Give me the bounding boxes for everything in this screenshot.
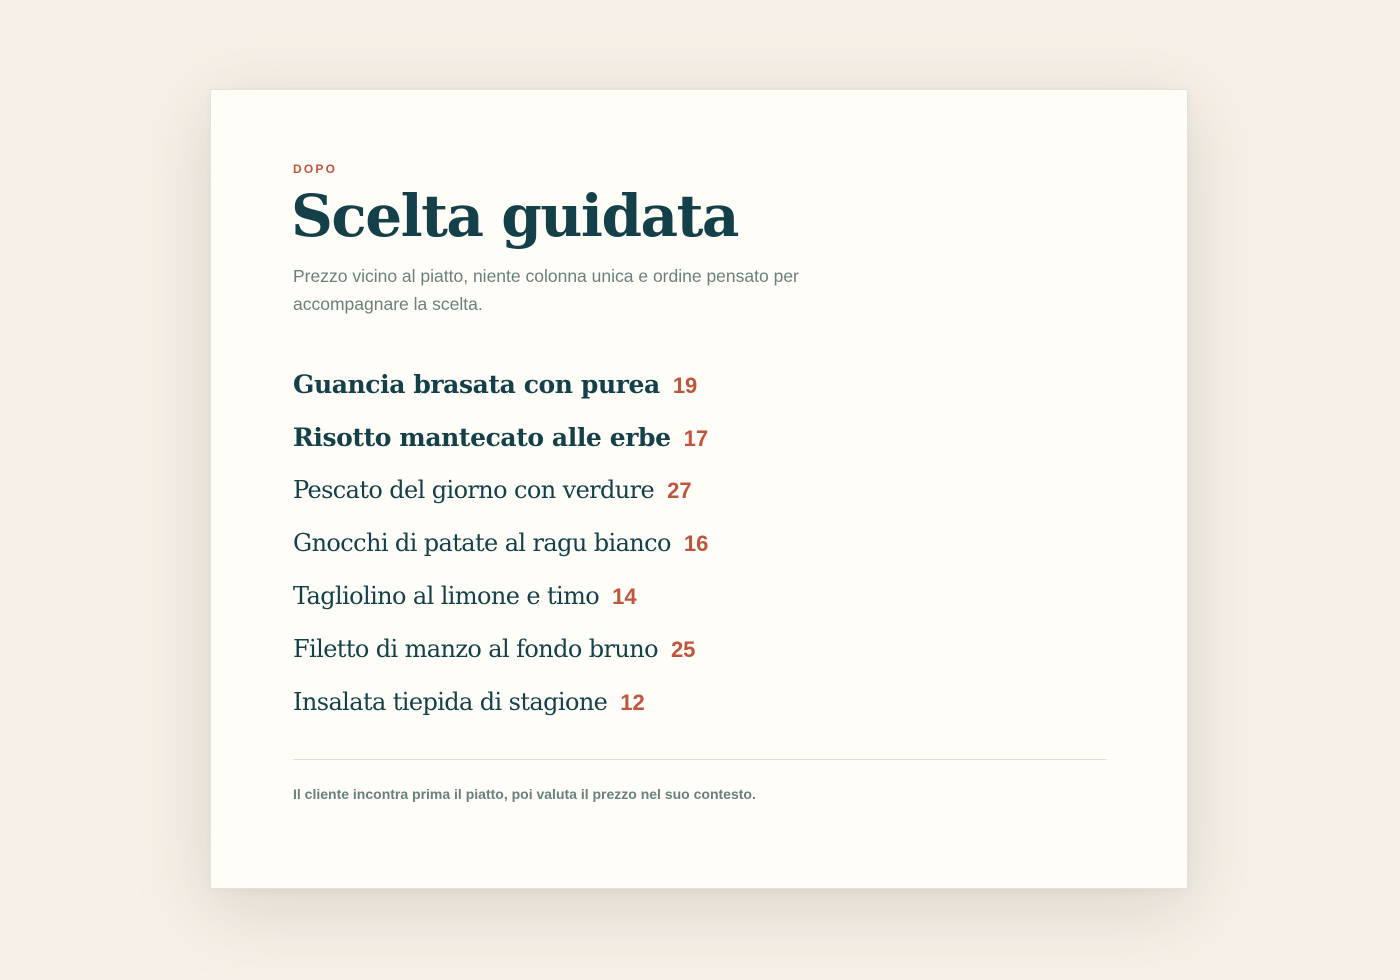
dish-price: 25: [670, 637, 696, 662]
dish-name: Tagliolino al limone e timo: [293, 582, 600, 610]
dish-name: Filetto di manzo al fondo bruno: [293, 635, 658, 663]
footnote: Il cliente incontra prima il piatto, poi valuta il prezzo nel suo contesto.: [293, 786, 756, 802]
dish-price: 14: [612, 584, 637, 609]
menu-item: [293, 358, 708, 411]
eyebrow-label: DOPO: [293, 162, 338, 176]
dish-name: Guancia brasata con purea: [293, 370, 660, 399]
dish-price: 19: [672, 373, 698, 398]
menu-item: [293, 676, 708, 729]
dish-price: 27: [667, 478, 692, 503]
dish-name: Pescato del giorno con verdure: [293, 476, 655, 504]
divider: [293, 759, 1107, 760]
dish-price: 17: [683, 426, 709, 451]
menu-item: [293, 517, 708, 570]
dish-price: 16: [683, 531, 709, 556]
menu-item: [293, 411, 708, 464]
menu-item: [293, 623, 708, 676]
dish-name: Insalata tiepida di stagione: [293, 688, 608, 716]
page-title: Scelta guidata: [291, 182, 738, 250]
dish-name: Gnocchi di patate al ragu bianco: [293, 529, 671, 557]
page-subtitle: Prezzo vicino al piatto, niente colonna unica e ordine pensato per accompagnare la scelta.: [293, 266, 799, 314]
dish-name: Risotto mantecato alle erbe: [293, 423, 671, 452]
menu-item: [293, 464, 708, 517]
menu-list: [293, 358, 708, 729]
menu-card: [210, 89, 1188, 889]
menu-item: [293, 570, 708, 623]
dish-price: 12: [620, 690, 645, 715]
